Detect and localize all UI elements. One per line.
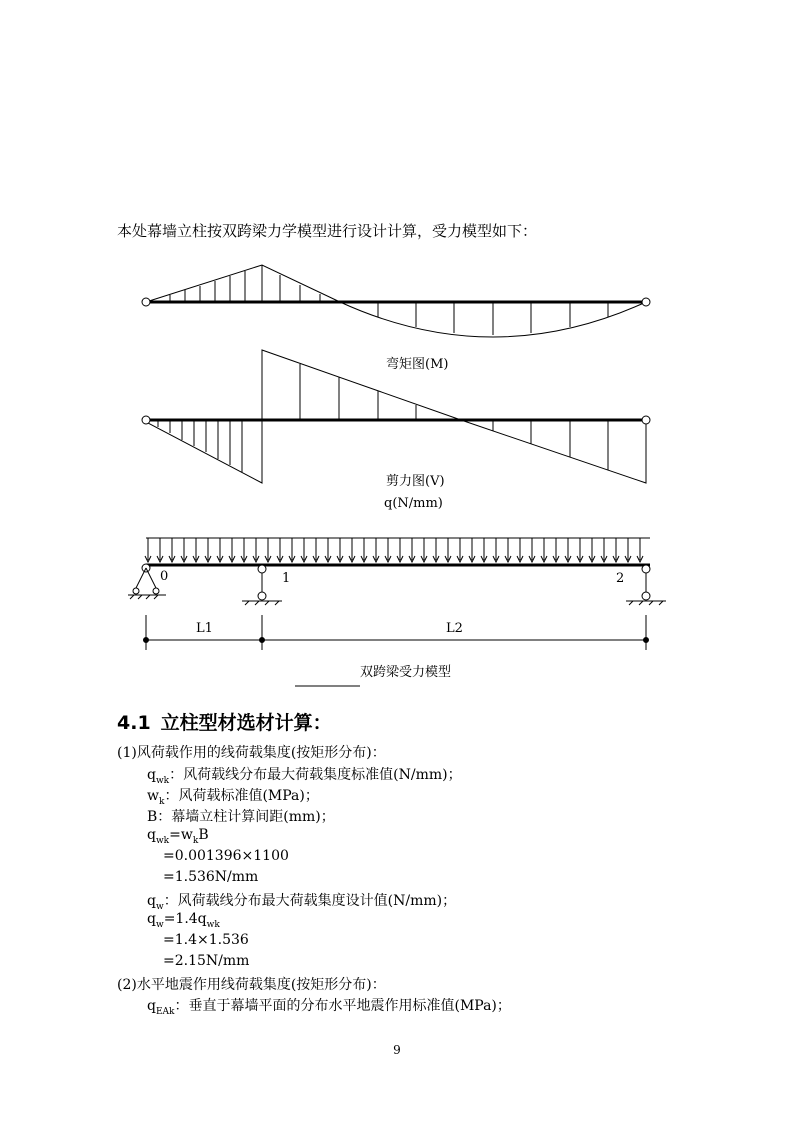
- moment-diagram: [142, 265, 650, 337]
- model-caption: 双跨梁受力模型: [360, 665, 452, 680]
- span-label-l2: L2: [446, 621, 463, 636]
- beam-figure: [0, 255, 794, 695]
- section-title: 立柱型材选材计算：: [160, 712, 332, 734]
- text-line: =1.536N/mm: [163, 869, 259, 885]
- support-label-2: 2: [616, 571, 625, 586]
- section-number: 4.1: [117, 712, 151, 734]
- shear-caption: 剪力图(V): [386, 474, 445, 489]
- span-label-l1: L1: [196, 621, 213, 636]
- text-line: (2)水平地震作用线荷载集度(按矩形分布)：: [117, 977, 386, 993]
- support-label-1: 1: [282, 571, 291, 586]
- text-line: =2.15N/mm: [163, 953, 250, 969]
- support-label-0: 0: [160, 569, 169, 584]
- text-line: $q_{EAk}$：垂直于幕墙平面的分布水平地震作用标准值(MPa)；: [147, 998, 511, 1017]
- page-number: 9: [393, 1043, 401, 1057]
- intro-text: 本处幕墙立柱按双跨梁力学模型进行设计计算，受力模型如下：: [117, 222, 538, 240]
- text-line: =1.4×1.536: [163, 932, 249, 948]
- text-line: (1)风荷载作用的线荷载集度(按矩形分布)：: [117, 745, 386, 761]
- text-line: =0.001396×1100: [163, 848, 289, 864]
- text-line: $q_{wk}=w_kB$: [147, 827, 209, 846]
- load-label: q(N/mm): [384, 496, 443, 511]
- text-line: $q_w=1.4q_{wk}$: [147, 911, 220, 930]
- section-heading: [117, 708, 332, 735]
- moment-caption: 弯矩图(M): [386, 357, 449, 372]
- text-line: B：幕墙立柱计算间距(mm)；: [147, 809, 335, 825]
- text-line: $w_k$：风荷载标准值(MPa)；: [147, 788, 319, 807]
- text-line: $q_{wk}$：风荷载线分布最大荷载集度标准值(N/mm)；: [147, 767, 462, 786]
- text-line: $q_w$：风荷载线分布最大荷载集度设计值(N/mm)；: [147, 893, 457, 912]
